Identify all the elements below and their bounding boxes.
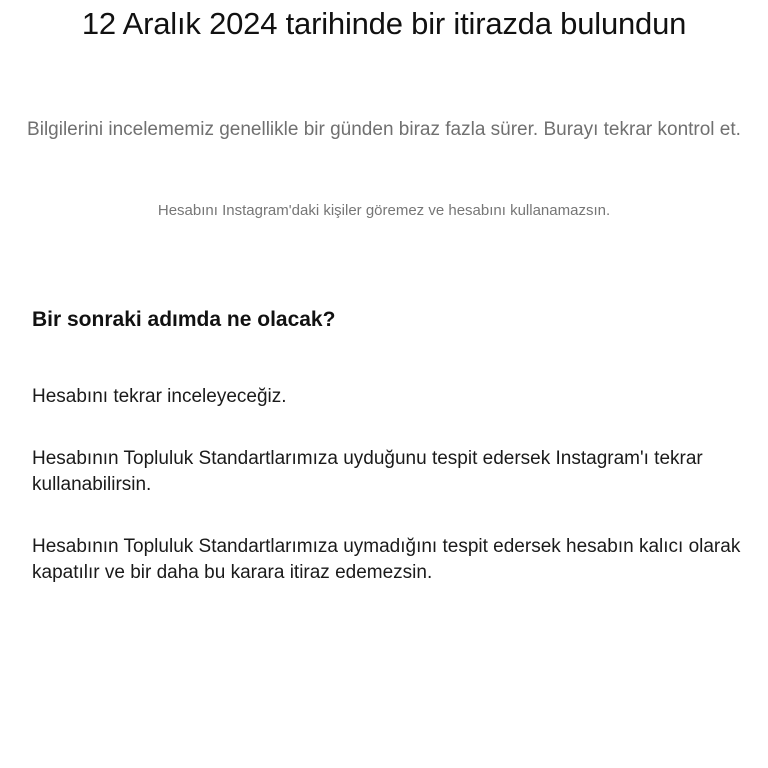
next-step-approved: Hesabının Topluluk Standartlarımıza uyduğunu tespit edersek Instagram'ı tekrar kullanabilirsin. (32, 448, 703, 495)
next-steps-heading: Bir sonraki adımda ne olacak? (32, 308, 336, 331)
next-step-rejected: Hesabının Topluluk Standartlarımıza uymadığını tespit edersek hesabın kalıcı olarak kapatılır ve bir daha bu karara itiraz edemezsin. (32, 536, 741, 583)
next-step-review: Hesabını tekrar inceleyeceğiz. (32, 386, 287, 407)
page-title: 12 Aralık 2024 tarihinde bir itirazda bulundun (81, 6, 687, 41)
review-time-info: Bilgilerini incelememiz genellikle bir günden biraz fazla sürer. Burayı tekrar kontrol et. (27, 119, 741, 140)
account-restriction-notice: Hesabını Instagram'daki kişiler göremez ve hesabını kullanamazsın. (157, 202, 611, 219)
